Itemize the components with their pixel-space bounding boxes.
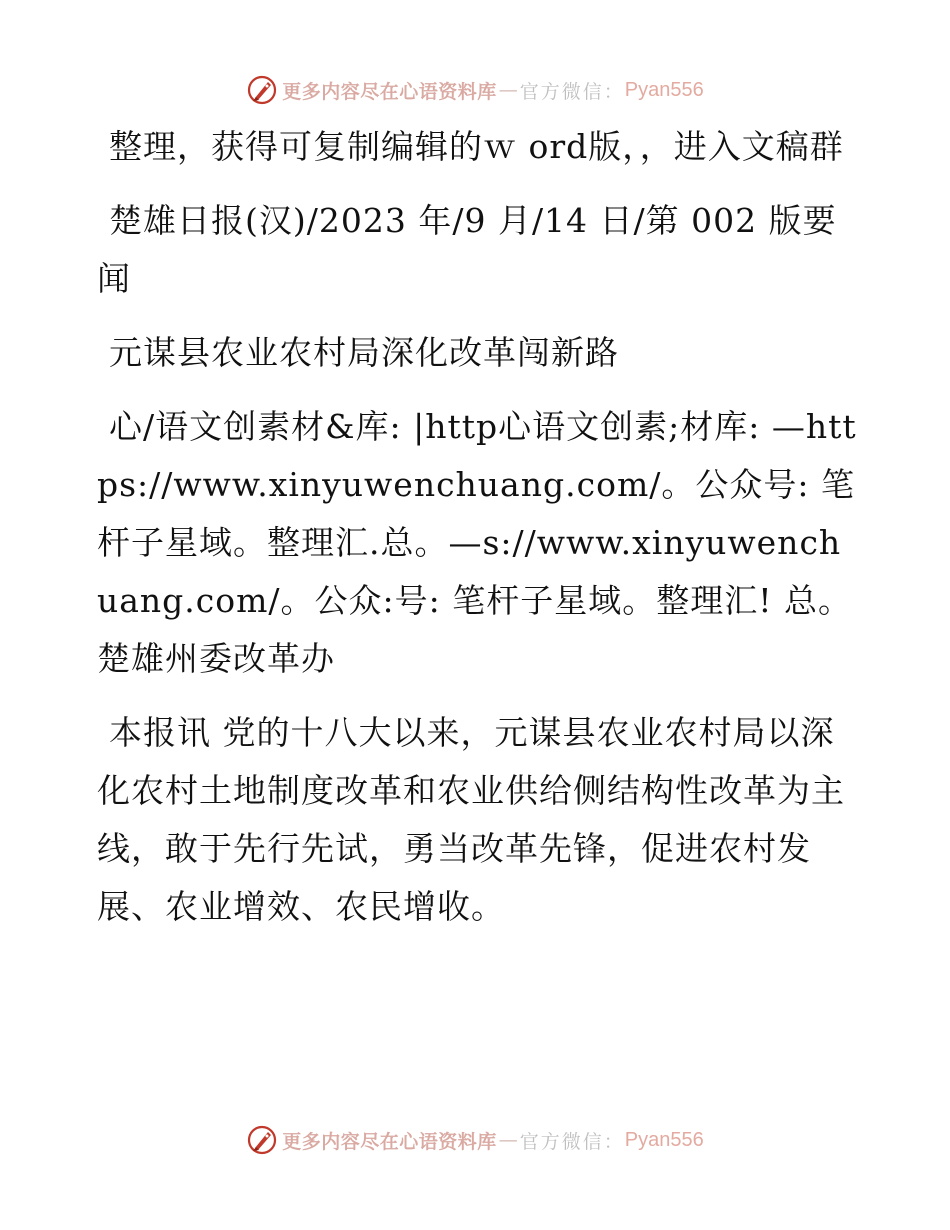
document-body [97,118,857,952]
header-banner [0,70,950,110]
paragraph-source: 楚雄日报(汉)/2023 年/9 月/14 日/第 002 版要闻 [97,201,837,298]
footer-banner [0,1120,950,1160]
quill-pen-logo-icon [246,74,278,106]
wechat-label: 官方微信： [519,80,625,103]
banner-text: 更多内容尽在心语资料库 [282,80,497,103]
paragraph-lead: 本报讯 党的十八大以来，元谋县农业农村局以深化农村土地制度改革和农业供给侧结构性改革为主线，敢于先行先试，勇当改革先锋，促进农村发展、农业增效、农民增收。 [97,713,845,926]
article-title: 元谋县农业农村局深化改革闯新路 [109,333,619,372]
paragraph-intro: 整理，获得可复制编辑的ｗ ord版，，进入文稿群 [109,127,844,166]
paragraph-byline: 心/语文创素材&库: |http心语文创素;材库: —https://www.xinyuwenchuang.com/。公众号: 笔杆子星域。整理汇.总。—s://www.xinyuwenchuang.com/。公众:号: 笔杆子星域。整理汇! 总。楚雄州委改革办 [97,407,857,678]
banner-text: 更多内容尽在心语资料库 [282,1130,497,1153]
banner-separator: — [498,1129,518,1151]
wechat-id: Pyan556 [624,78,704,101]
banner-separator: — [498,79,518,101]
wechat-label: 官方微信： [519,1130,625,1153]
wechat-id: Pyan556 [624,1128,704,1151]
quill-pen-logo-icon [246,1124,278,1156]
